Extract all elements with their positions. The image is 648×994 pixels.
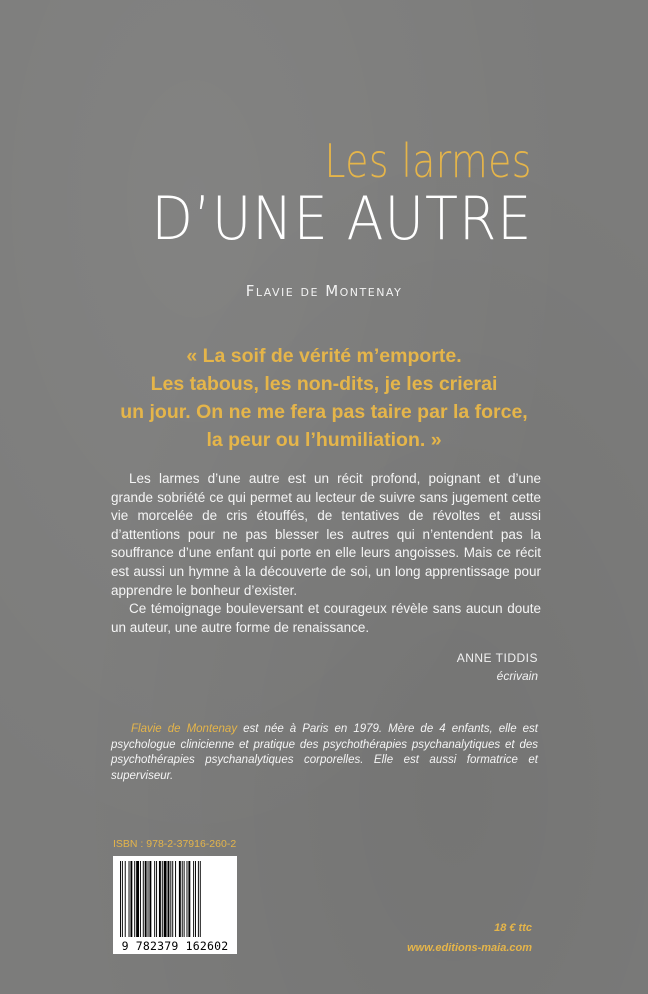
quote-line: Les tabous, les non-dits, je les crierai <box>150 373 498 395</box>
barcode-bar <box>130 861 132 937</box>
barcode-bar <box>193 861 194 937</box>
barcode-bar <box>148 861 149 937</box>
bio-author-name: Flavie de Montenay <box>131 723 238 735</box>
barcode-bar <box>120 861 121 937</box>
barcode-bar <box>145 861 147 937</box>
barcode-bar <box>184 861 185 937</box>
barcode-bar <box>188 861 190 937</box>
barcode-bar <box>198 861 199 937</box>
author-name: Flavie de Montenay <box>245 282 403 300</box>
barcode-bar <box>136 861 139 937</box>
blurb <box>111 470 541 637</box>
critic-name: ANNE TIDDIS <box>456 651 538 665</box>
title-main: D’UNE AUTRE <box>151 184 532 254</box>
barcode-bar <box>195 861 196 937</box>
barcode-bar <box>182 861 183 937</box>
quote-line: « La soif de vérité m’emporte. <box>186 345 462 367</box>
blurb-paragraph: Les larmes d’une autre est un récit profond, poignant et d’une grande sobriété ce qui permet au lecteur de suivre sans jugement cette vie morcelée de cris étouffés, de tentatives de révoltes et aussi d’attentions pour ne pas blesser les autres qui n’entendent pas la souffrance d’une enfant qui porte en elle leurs angoisses. Mais ce récit est aussi un hymne à la découverte de soi, un long apprentissage pour apprendre le bonheur d’exister. <box>111 471 541 598</box>
barcode-bar <box>122 861 123 937</box>
barcode-bar <box>162 861 163 937</box>
barcode-bar <box>187 861 188 937</box>
barcode-bars <box>120 861 230 937</box>
isbn: ISBN : 978-2-37916-260-2 <box>113 838 237 850</box>
price: 18 € ttc <box>494 922 532 934</box>
pull-quote <box>95 342 553 454</box>
barcode-digits: 9 782379 162602 <box>121 939 229 953</box>
barcode-bar <box>168 861 170 937</box>
barcode-bar <box>149 861 151 937</box>
barcode-bar <box>175 861 176 937</box>
bio-text: est née à Paris en 1979. Mère de 4 enfants, elle est psychologue clinicienne et pratique des psychothérapies psychanalytiques et des psychothérapies psychanalytiques corporelles. Elle est aussi formatrice et superviseur. <box>111 723 538 782</box>
barcode-bar <box>154 861 155 937</box>
barcode-bar <box>172 861 173 937</box>
publisher-website[interactable]: www.editions-maia.com <box>407 942 532 954</box>
quote-line: un jour. On ne me fera pas taire par la force, <box>120 401 528 423</box>
barcode-bar <box>200 861 201 937</box>
title-small: Les larmes <box>324 134 532 188</box>
barcode-bar <box>125 861 126 937</box>
quote-line: la peur ou l’humiliation. » <box>206 429 442 451</box>
barcode-bar <box>134 861 135 937</box>
barcode-bar <box>140 861 141 937</box>
author-bio <box>111 722 538 784</box>
barcode-bar <box>159 861 161 937</box>
barcode-bar <box>143 861 144 937</box>
barcode <box>113 856 237 954</box>
barcode-bar <box>129 861 130 937</box>
barcode-bar <box>164 861 167 937</box>
barcode-bar <box>179 861 181 937</box>
barcode-bar <box>156 861 157 937</box>
critic-role: écrivain <box>496 669 538 683</box>
barcode-bar <box>170 861 171 937</box>
blurb-paragraph: Ce témoignage bouleversant et courageux révèle sans aucun doute un auteur, une autre forme de renaissance. <box>111 601 541 635</box>
